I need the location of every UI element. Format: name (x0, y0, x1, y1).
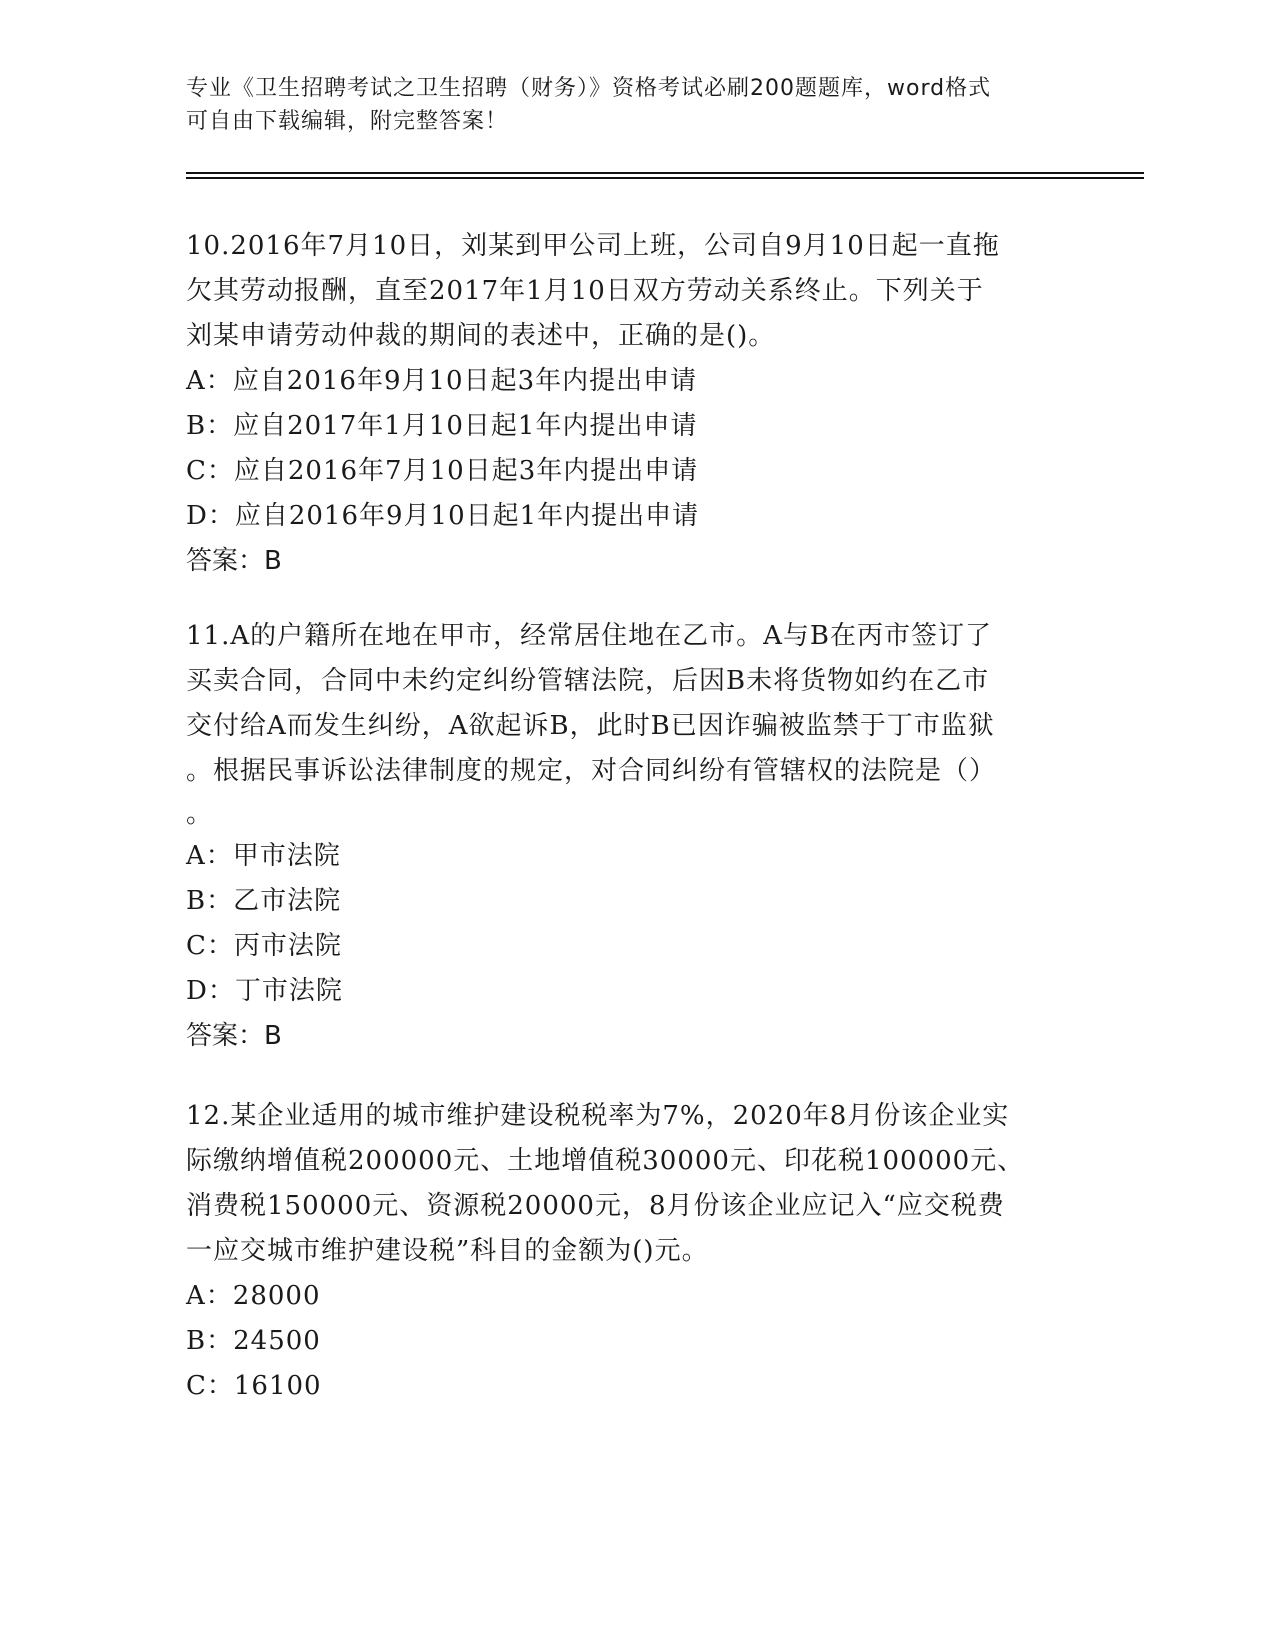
header-line-2: 可自由下载编辑，附完整答案！ (186, 109, 509, 134)
question-stem-line: 一应交城市维护建设税”科目的金额为()元。 (186, 1236, 709, 1266)
option-c: C：应自2016年7月10日起3年内提出申请 (186, 456, 699, 486)
question-12 (186, 1094, 1086, 1409)
question-11 (186, 614, 1086, 1059)
header-line-1: 专业《卫生招聘考试之卫生招聘（财务）》资格考试必刷200题题库，word格式 (186, 76, 992, 101)
question-stem-line: 欠其劳动报酬，直至2017年1月10日双方劳动关系终止。下列关于 (186, 276, 984, 306)
question-stem-line: 交付给A而发生纠纷，A欲起诉B，此时B已因诈骗被监禁于丁市监狱 (186, 711, 995, 741)
question-stem-line: 。 (186, 799, 214, 829)
option-b: B：24500 (186, 1326, 321, 1356)
question-stem-line: 10.2016年7月10日，刘某到甲公司上班，公司自9月10日起一直拖 (186, 231, 1000, 261)
document-header (186, 72, 1086, 138)
question-stem-line: 消费税150000元、资源税20000元，8月份该企业应记入“应交税费 (186, 1191, 1005, 1221)
option-c: C：16100 (186, 1371, 322, 1401)
option-a: A：甲市法院 (186, 841, 341, 871)
option-a: A：28000 (186, 1281, 321, 1311)
question-10 (186, 224, 1086, 584)
option-b: B：乙市法院 (186, 886, 342, 916)
option-d: D：丁市法院 (186, 976, 343, 1006)
option-a: A：应自2016年9月10日起3年内提出申请 (186, 366, 698, 396)
answer: 答案：B (186, 1021, 282, 1051)
option-b: B：应自2017年1月10日起1年内提出申请 (186, 411, 698, 441)
header-divider-top (186, 172, 1144, 174)
question-stem-line: 买卖合同，合同中未约定纠纷管辖法院，后因B未将货物如约在乙市 (186, 666, 990, 696)
question-stem-line: 际缴纳增值税200000元、土地增值税30000元、印花税100000元、 (186, 1146, 1025, 1176)
question-stem-line: 。根据民事诉讼法律制度的规定，对合同纠纷有管辖权的法院是（） (186, 756, 997, 786)
option-d: D：应自2016年9月10日起1年内提出申请 (186, 501, 700, 531)
option-c: C：丙市法院 (186, 931, 342, 961)
question-stem-line: 12.某企业适用的城市维护建设税税率为7%，2020年8月份该企业实 (186, 1101, 1010, 1131)
header-divider-bottom (186, 177, 1144, 179)
question-stem-line: 11.A的户籍所在地在甲市，经常居住地在乙市。A与B在丙市签订了 (186, 621, 993, 651)
question-stem-line: 刘某申请劳动仲裁的期间的表述中，正确的是()。 (186, 321, 776, 351)
answer: 答案：B (186, 546, 282, 576)
